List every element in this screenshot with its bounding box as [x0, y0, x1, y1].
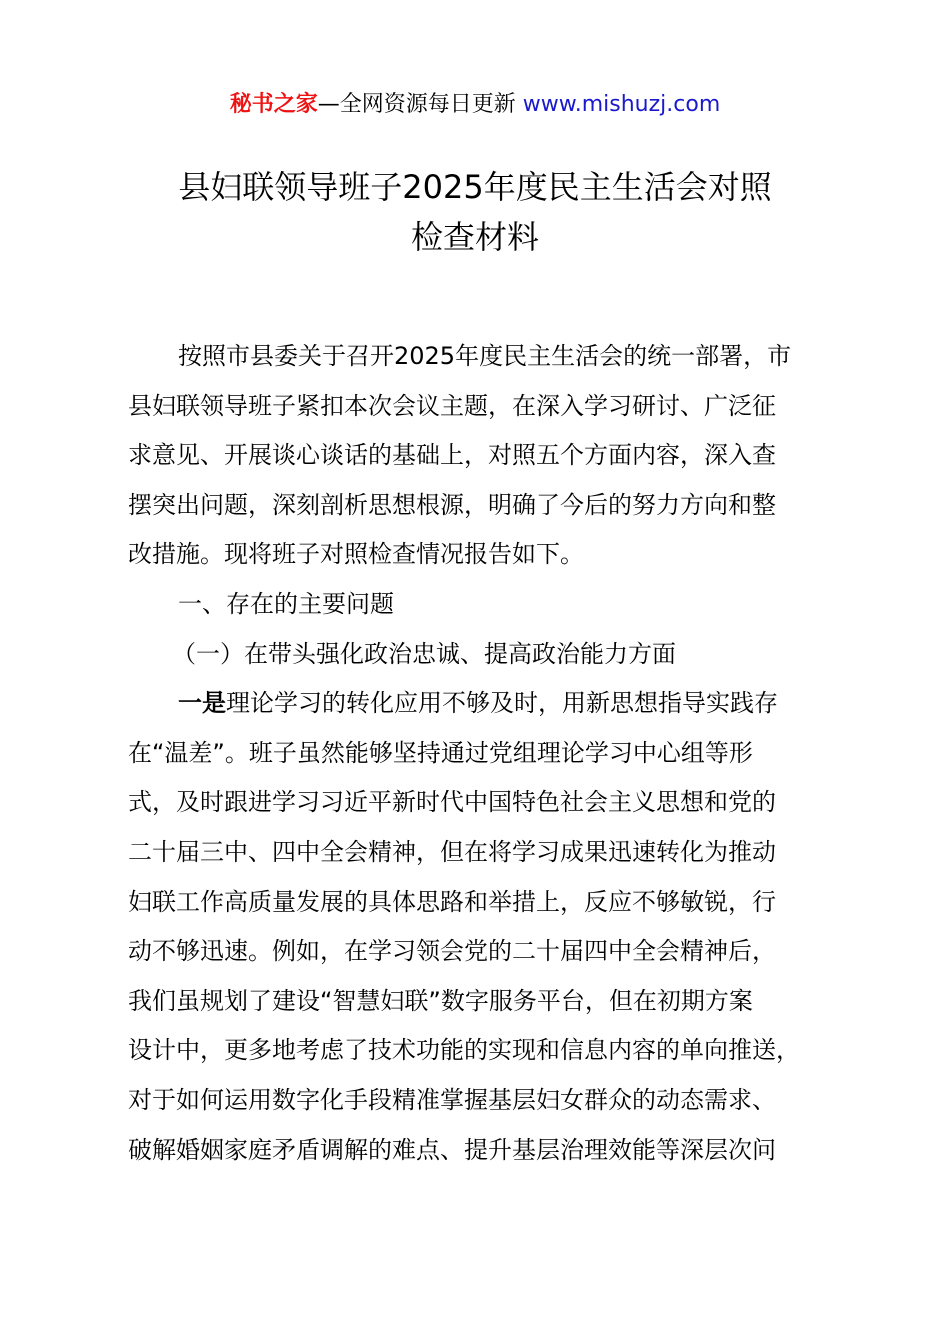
point-one-line: 妇联工作高质量发展的具体思路和举措上，反应不够敏锐，行 [128, 887, 776, 916]
header-tagline: —全网资源每日更新 [317, 92, 523, 117]
point-one-line: 式，及时跟进学习习近平新时代中国特色社会主义思想和党的 [128, 788, 776, 817]
title-line-2: 检查材料 [410, 218, 539, 256]
intro-line: 求意见、开展谈心谈话的基础上，对照五个方面内容，深入查 [128, 441, 776, 470]
site-watermark-header [0, 88, 950, 122]
brand-name: 秘书之家 [229, 92, 318, 117]
point-one-label: 一是 [178, 689, 226, 718]
section-problems [128, 580, 838, 1175]
document-title [0, 162, 950, 262]
intro-line: 摆突出问题，深刻剖析思想根源，明确了今后的努力方向和整 [128, 490, 776, 519]
point-one-line: 对于如何运用数字化手段精准掌握基层妇女群众的动态需求、 [128, 1085, 776, 1114]
point-one-line: 动不够迅速。例如，在学习领会党的二十届四中全会精神后， [128, 937, 776, 966]
point-one-line: 在“温差”。班子虽然能够坚持通过党组理论学习中心组等形 [128, 738, 753, 767]
point-one-line: 二十届三中、四中全会精神，但在将学习成果迅速转化为推动 [128, 837, 776, 866]
site-url-link[interactable]: www.mishuzj.com [522, 92, 721, 117]
title-line-1: 县妇联领导班子2025年度民主生活会对照 [178, 168, 772, 206]
section-heading: 一、存在的主要问题 [178, 590, 394, 618]
intro-paragraph [128, 332, 838, 580]
intro-line: 改措施。现将班子对照检查情况报告如下。 [128, 540, 584, 569]
point-one-line: 破解婚姻家庭矛盾调解的难点、提升基层治理效能等深层次问 [128, 1135, 776, 1164]
point-one-first-line [128, 679, 838, 729]
subsection-heading: （一）在带头强化政治忠诚、提高政治能力方面 [172, 639, 676, 668]
point-one-line: 我们虽规划了建设“智慧妇联”数字服务平台，但在初期方案 [128, 986, 753, 1015]
intro-line: 县妇联领导班子紧扣本次会议主题，在深入学习研讨、广泛征 [128, 391, 776, 420]
intro-line: 按照市县委关于召开2025年度民主生活会的统一部署，市 [178, 342, 792, 370]
point-one-line: 设计中，更多地考虑了技术功能的实现和信息内容的单向推送， [128, 1036, 800, 1065]
point-one-text: 理论学习的转化应用不够及时，用新思想指导实践存 [226, 689, 778, 718]
